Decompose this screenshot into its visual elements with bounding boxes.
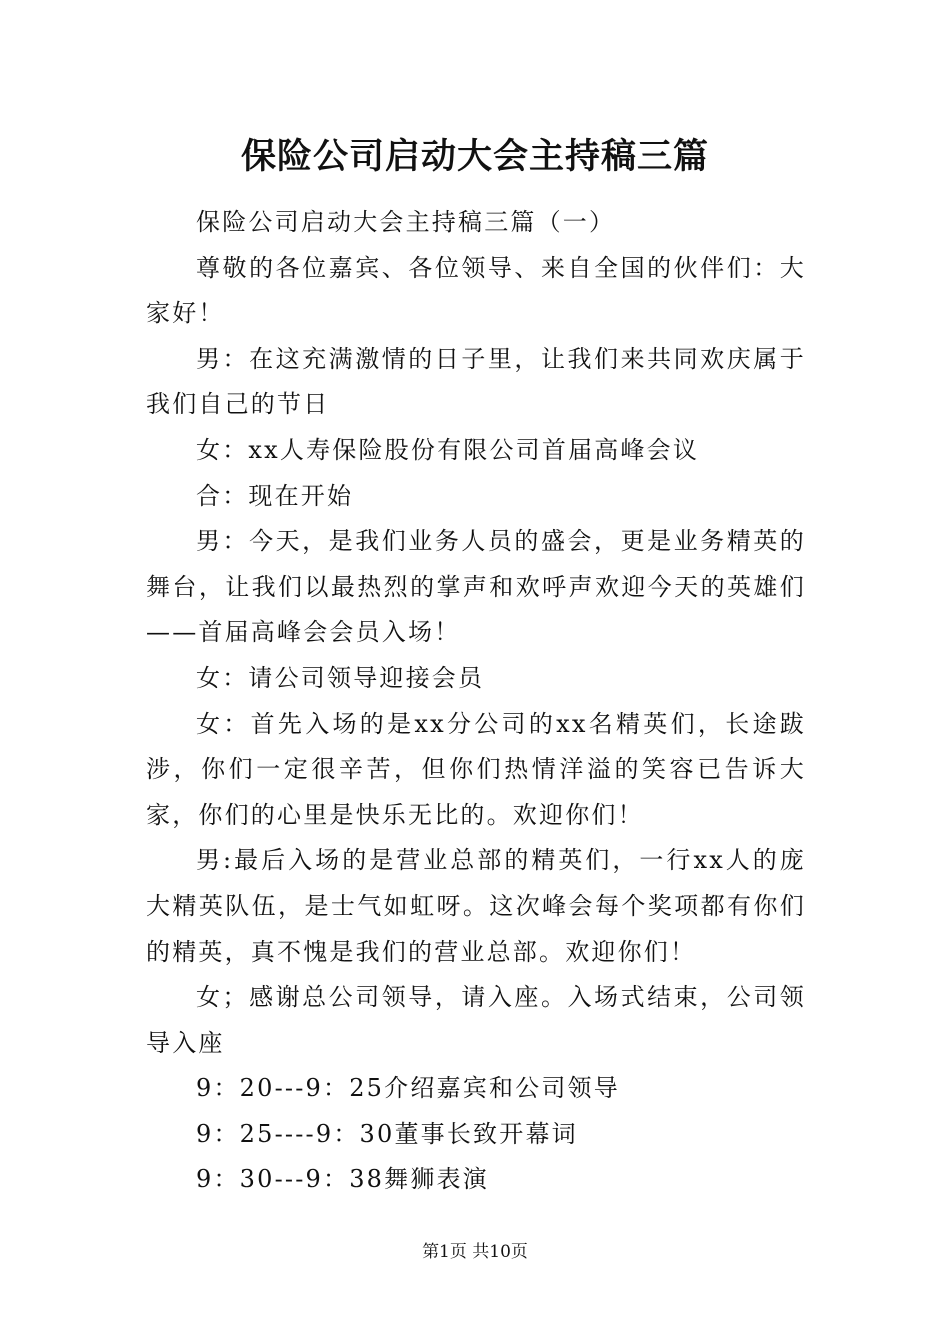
document-body [146, 200, 806, 1203]
paragraph: 女：请公司领导迎接会员 [196, 663, 485, 692]
paragraph: 男:最后入场的是营业总部的精英们，一行xx人的庞大精英队伍，是士气如虹呀。这次峰会每个奖项都有你们的精英，真不愧是我们的营业总部。欢迎你们！ [146, 846, 806, 966]
paragraph: 9：20---9：25介绍嘉宾和公司领导 [196, 1074, 620, 1103]
paragraph: 男：今天，是我们业务人员的盛会，更是业务精英的舞台，让我们以最热烈的掌声和欢呼声欢迎今天的英雄们——首届高峰会会员入场！ [146, 527, 806, 647]
document-title: 保险公司启动大会主持稿三篇 [240, 136, 709, 177]
paragraph: 女；感谢总公司领导，请入座。入场式结束，公司领导入座 [146, 983, 806, 1057]
paragraph: 保险公司启动大会主持稿三篇（一） [196, 208, 616, 236]
paragraph: 合：现在开始 [196, 481, 354, 510]
paragraph: 9：30---9：38舞狮表演 [196, 1165, 489, 1194]
page-footer: 第1页 共10页 [422, 1242, 528, 1262]
paragraph: 9：25----9：30董事长致开幕词 [196, 1119, 578, 1148]
paragraph: 男：在这充满激情的日子里，让我们来共同欢庆属于我们自己的节日 [146, 344, 806, 419]
paragraph: 尊敬的各位嘉宾、各位领导、来自全国的伙伴们：大家好！ [146, 253, 806, 328]
paragraph: 女：xx人寿保险股份有限公司首届高峰会议 [196, 435, 700, 464]
paragraph: 女：首先入场的是xx分公司的xx名精英们，长途跋涉，你们一定很辛苦，但你们热情洋溢的笑容已告诉大家，你们的心里是快乐无比的。欢迎你们！ [146, 709, 806, 829]
